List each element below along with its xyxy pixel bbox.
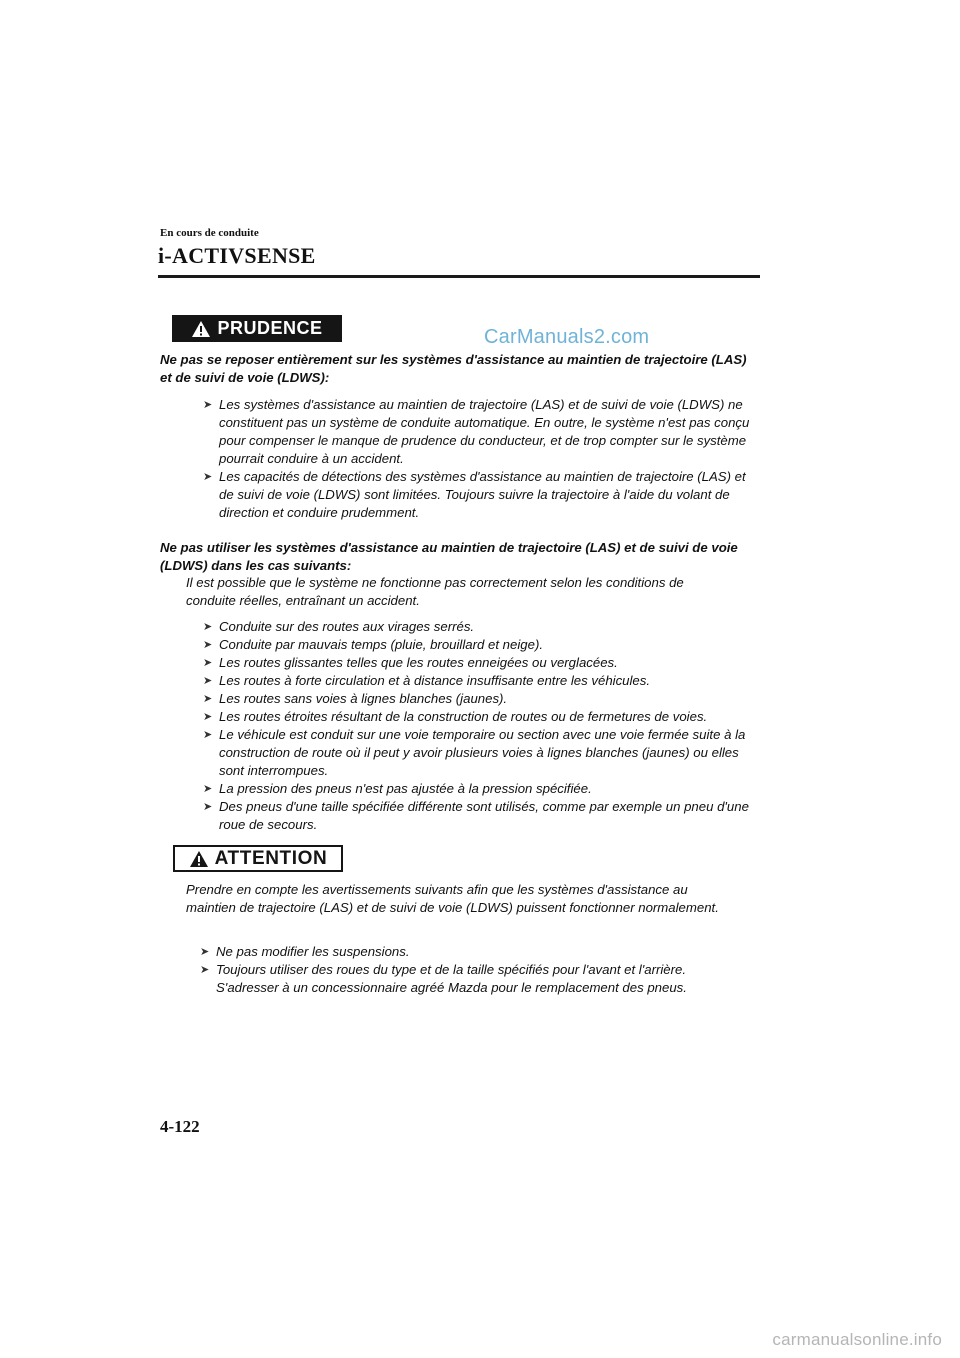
prudence-bullet-list-2 [199,618,761,834]
list-item: ➤ Des pneus d'une taille spécifiée différente sont utilisés, comme par exemple un pneu d'une roue de secours. [203,799,749,832]
attention-banner [173,845,343,872]
list-item: ➤ Les routes à forte circulation et à distance insuffisante entre les véhicules. [203,673,651,688]
prudence-bullet-list-1 [199,396,759,522]
header-divider [158,275,760,278]
chevron-right-icon: ➤ [203,471,213,483]
chevron-right-icon: ➤ [200,964,210,976]
prudence-label: PRUDENCE [217,318,323,338]
chevron-right-icon: ➤ [203,399,213,411]
chevron-right-icon: ➤ [203,657,213,669]
attention-paragraph: Prendre en compte les avertissements suivants afin que les systèmes d'assistance au maintien de trajectoire (LAS) et de suivi de voie (LDWS) puissent fonctionner normalement. [186,882,719,915]
chevron-right-icon: ➤ [203,621,213,633]
chevron-right-icon: ➤ [203,711,213,723]
page-number: 4-122 [160,1117,200,1136]
list-item: ➤ Le véhicule est conduit sur une voie temporaire ou section avec une voie fermée suite à la construction de route où il peut y avoir plusieurs voies à lignes blanches (jaunes) ou elles sont interrompues. [203,727,746,778]
attention-bullet-list [196,943,736,997]
footer-watermark[interactable]: carmanualsonline.info [772,1330,942,1349]
list-item: ➤ Les routes étroites résultant de la construction de routes ou de fermetures de voies. [203,709,708,724]
attention-label: ATTENTION [214,847,328,869]
chevron-right-icon: ➤ [203,693,213,705]
chevron-right-icon: ➤ [203,729,213,741]
list-item: ➤ Conduite par mauvais temps (pluie, brouillard et neige). [203,637,543,652]
list-item: ➤ Conduite sur des routes aux virages serrés. [203,619,475,634]
prudence-heading-1: Ne pas se reposer entièrement sur les systèmes d'assistance au maintien de trajectoire (LAS) et de suivi de voie (LDWS): [160,352,747,385]
section-label: En cours de conduite [160,227,259,239]
chevron-right-icon: ➤ [200,946,210,958]
chevron-right-icon: ➤ [203,639,213,651]
list-item: ➤ Les systèmes d'assistance au maintien de trajectoire (LAS) et de suivi de voie (LDWS) ne constituent pas un système de conduite automatique. En outre, le système n'est pas conçu pour compenser le manque de prudence du conducteur, et de trop compter sur le système pourrait conduire à un accident. [203,397,750,466]
chevron-right-icon: ➤ [203,801,213,813]
list-item: ➤ Les routes sans voies à lignes blanches (jaunes). [203,691,508,706]
watermark-link[interactable]: CarManuals2.com [484,326,650,348]
list-item: ➤ Ne pas modifier les suspensions. [200,944,410,959]
prudence-heading-2: Ne pas utiliser les systèmes d'assistance au maintien de trajectoire (LAS) et de suivi de voie (LDWS) dans les cas suivants: [160,540,738,573]
list-item: ➤ Les capacités de détections des systèmes d'assistance au maintien de trajectoire (LAS) et de suivi de voie (LDWS) sont limitées. Toujours suivre la trajectoire à l'aide du volant de direction et conduire prudemment. [203,469,746,520]
page-title: i-ACTIVSENSE [158,243,316,268]
chevron-right-icon: ➤ [203,783,213,795]
list-item: ➤ Les routes glissantes telles que les routes enneigées ou verglacées. [203,655,618,670]
prudence-banner [172,315,342,342]
prudence-paragraph-2: Il est possible que le système ne fonctionne pas correctement selon les conditions de conduite réelles, entraînant un accident. [186,575,684,608]
warning-triangle-icon [191,320,211,338]
list-item: ➤ La pression des pneus n'est pas ajustée à la pression spécifiée. [203,781,592,796]
list-item: ➤ Toujours utiliser des roues du type et de la taille spécifiés pour l'avant et l'arrière. S'adresser à un concessionnaire agréé Mazda pour le remplacement des pneus. [200,962,687,995]
warning-triangle-icon [189,850,209,868]
chevron-right-icon: ➤ [203,675,213,687]
